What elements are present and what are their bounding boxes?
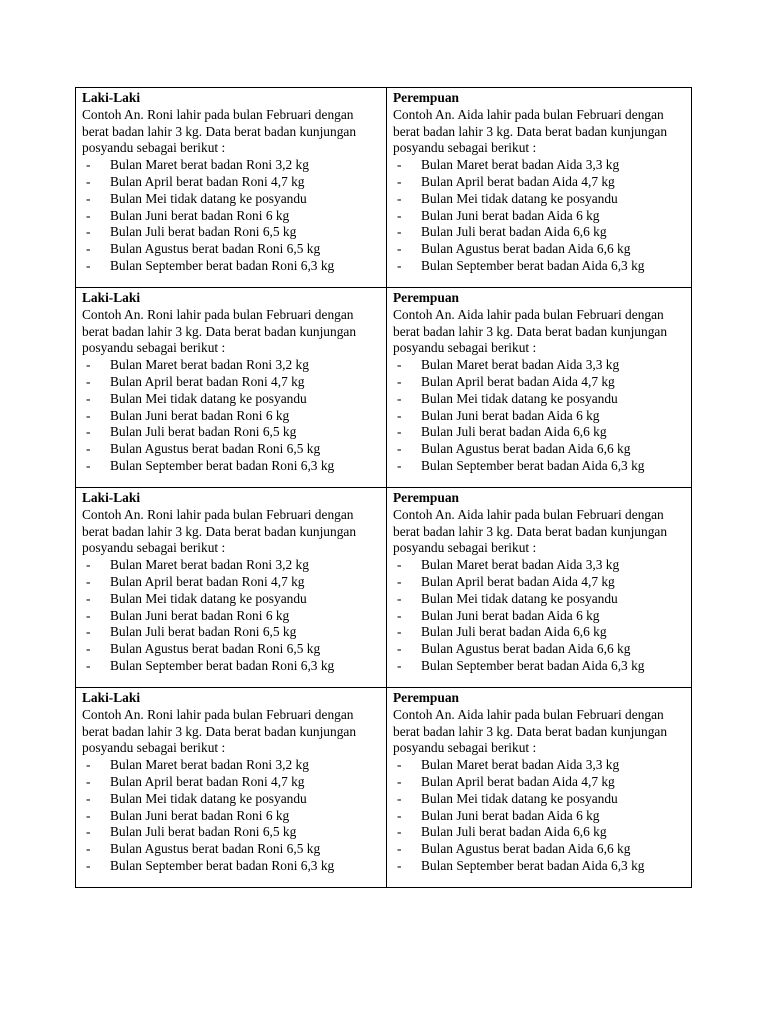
list-item: - Bulan Maret berat badan Aida 3,3 kg	[397, 757, 620, 773]
list-item: - Bulan Juni berat badan Roni 6 kg	[86, 607, 290, 623]
list-item: - Bulan Juni berat badan Aida 6 kg	[397, 207, 600, 223]
cell-intro: Contoh An. Roni lahir pada bulan Februari dengan berat badan lahir 3 kg. Data berat badan kunjungan posyandu sebagai berikut :	[82, 306, 357, 356]
cell-title: Laki-Laki	[82, 290, 141, 305]
cell-title: Perempuan	[393, 490, 459, 505]
cell-intro: Contoh An. Aida lahir pada bulan Februari dengan berat badan lahir 3 kg. Data berat badan kunjungan posyandu sebagai berikut :	[393, 706, 668, 756]
list-item: - Bulan Agustus berat badan Aida 6,6 kg	[397, 841, 631, 857]
list-item: - Bulan Juni berat badan Roni 6 kg	[86, 207, 290, 223]
list-item: - Bulan Mei tidak datang ke posyandu	[397, 590, 618, 606]
weight-list	[393, 357, 687, 475]
female-cell	[387, 88, 692, 288]
weight-list	[82, 357, 382, 475]
list-item: - Bulan April berat badan Roni 4,7 kg	[86, 773, 305, 789]
list-item: - Bulan Agustus berat badan Roni 6,5 kg	[86, 241, 321, 257]
list-item: - Bulan Maret berat badan Aida 3,3 kg	[397, 157, 620, 173]
list-item: - Bulan Juli berat badan Roni 6,5 kg	[86, 224, 297, 240]
list-item: - Bulan Mei tidak datang ke posyandu	[86, 590, 307, 606]
list-item: - Bulan April berat badan Aida 4,7 kg	[397, 173, 615, 189]
table-row	[76, 488, 692, 688]
cell-title: Laki-Laki	[82, 90, 141, 105]
cell-title: Laki-Laki	[82, 690, 141, 705]
table-row	[76, 88, 692, 288]
cell-intro: Contoh An. Roni lahir pada bulan Februari dengan berat badan lahir 3 kg. Data berat badan kunjungan posyandu sebagai berikut :	[82, 706, 357, 756]
list-item: - Bulan April berat badan Aida 4,7 kg	[397, 773, 615, 789]
list-item: - Bulan Maret berat badan Aida 3,3 kg	[397, 557, 620, 573]
list-item: - Bulan Agustus berat badan Aida 6,6 kg	[397, 641, 631, 657]
list-item: - Bulan September berat badan Roni 6,3 kg	[86, 657, 335, 673]
list-item: - Bulan April berat badan Roni 4,7 kg	[86, 573, 305, 589]
list-item: - Bulan April berat badan Aida 4,7 kg	[397, 573, 615, 589]
list-item: - Bulan Juli berat badan Aida 6,6 kg	[397, 424, 607, 440]
cell-title: Perempuan	[393, 90, 459, 105]
weight-list	[82, 557, 382, 675]
cell-intro: Contoh An. Aida lahir pada bulan Februari dengan berat badan lahir 3 kg. Data berat badan kunjungan posyandu sebagai berikut :	[393, 106, 668, 156]
list-item: - Bulan Juni berat badan Roni 6 kg	[86, 407, 290, 423]
weight-list	[393, 557, 687, 675]
cell-intro: Contoh An. Aida lahir pada bulan Februari dengan berat badan lahir 3 kg. Data berat badan kunjungan posyandu sebagai berikut :	[393, 306, 668, 356]
list-item: - Bulan April berat badan Aida 4,7 kg	[397, 373, 615, 389]
cell-intro: Contoh An. Roni lahir pada bulan Februari dengan berat badan lahir 3 kg. Data berat badan kunjungan posyandu sebagai berikut :	[82, 506, 357, 556]
list-item: - Bulan Juni berat badan Roni 6 kg	[86, 807, 290, 823]
list-item: - Bulan Mei tidak datang ke posyandu	[86, 390, 307, 406]
female-cell	[387, 688, 692, 888]
list-item: - Bulan Agustus berat badan Roni 6,5 kg	[86, 641, 321, 657]
list-item: - Bulan Agustus berat badan Aida 6,6 kg	[397, 441, 631, 457]
list-item: - Bulan Maret berat badan Roni 3,2 kg	[86, 757, 309, 773]
weight-list	[393, 157, 687, 275]
list-item: - Bulan Maret berat badan Roni 3,2 kg	[86, 357, 309, 373]
list-item: - Bulan September berat badan Aida 6,3 kg	[397, 857, 645, 873]
list-item: - Bulan Juli berat badan Roni 6,5 kg	[86, 624, 297, 640]
list-item: - Bulan Mei tidak datang ke posyandu	[397, 190, 618, 206]
male-cell	[76, 488, 387, 688]
weight-list	[393, 757, 687, 875]
list-item: - Bulan Mei tidak datang ke posyandu	[86, 190, 307, 206]
list-item: - Bulan Maret berat badan Aida 3,3 kg	[397, 357, 620, 373]
table-row	[76, 288, 692, 488]
list-item: - Bulan Agustus berat badan Roni 6,5 kg	[86, 841, 321, 857]
list-item: - Bulan Juni berat badan Aida 6 kg	[397, 807, 600, 823]
list-item: - Bulan Juli berat badan Roni 6,5 kg	[86, 824, 297, 840]
cell-title: Perempuan	[393, 690, 459, 705]
list-item: - Bulan September berat badan Aida 6,3 kg	[397, 457, 645, 473]
list-item: - Bulan September berat badan Aida 6,3 kg	[397, 257, 645, 273]
list-item: - Bulan September berat badan Roni 6,3 kg	[86, 857, 335, 873]
list-item: - Bulan Mei tidak datang ke posyandu	[397, 390, 618, 406]
list-item: - Bulan September berat badan Roni 6,3 kg	[86, 257, 335, 273]
weight-list	[82, 157, 382, 275]
list-item: - Bulan Juli berat badan Roni 6,5 kg	[86, 424, 297, 440]
list-item: - Bulan Mei tidak datang ke posyandu	[397, 790, 618, 806]
growth-data-table	[75, 87, 692, 888]
list-item: - Bulan Maret berat badan Roni 3,2 kg	[86, 557, 309, 573]
list-item: - Bulan Juli berat badan Aida 6,6 kg	[397, 224, 607, 240]
weight-list	[82, 757, 382, 875]
cell-title: Laki-Laki	[82, 490, 141, 505]
list-item: - Bulan Juni berat badan Aida 6 kg	[397, 607, 600, 623]
list-item: - Bulan Maret berat badan Roni 3,2 kg	[86, 157, 309, 173]
cell-title: Perempuan	[393, 290, 459, 305]
male-cell	[76, 88, 387, 288]
list-item: - Bulan September berat badan Roni 6,3 kg	[86, 457, 335, 473]
list-item: - Bulan April berat badan Roni 4,7 kg	[86, 373, 305, 389]
list-item: - Bulan Mei tidak datang ke posyandu	[86, 790, 307, 806]
cell-intro: Contoh An. Roni lahir pada bulan Februari dengan berat badan lahir 3 kg. Data berat badan kunjungan posyandu sebagai berikut :	[82, 106, 357, 156]
table-row	[76, 688, 692, 888]
list-item: - Bulan April berat badan Roni 4,7 kg	[86, 173, 305, 189]
cell-intro: Contoh An. Aida lahir pada bulan Februari dengan berat badan lahir 3 kg. Data berat badan kunjungan posyandu sebagai berikut :	[393, 506, 668, 556]
male-cell	[76, 288, 387, 488]
list-item: - Bulan Juli berat badan Aida 6,6 kg	[397, 824, 607, 840]
list-item: - Bulan Agustus berat badan Aida 6,6 kg	[397, 241, 631, 257]
list-item: - Bulan September berat badan Aida 6,3 kg	[397, 657, 645, 673]
male-cell	[76, 688, 387, 888]
list-item: - Bulan Juli berat badan Aida 6,6 kg	[397, 624, 607, 640]
list-item: - Bulan Juni berat badan Aida 6 kg	[397, 407, 600, 423]
female-cell	[387, 488, 692, 688]
list-item: - Bulan Agustus berat badan Roni 6,5 kg	[86, 441, 321, 457]
female-cell	[387, 288, 692, 488]
